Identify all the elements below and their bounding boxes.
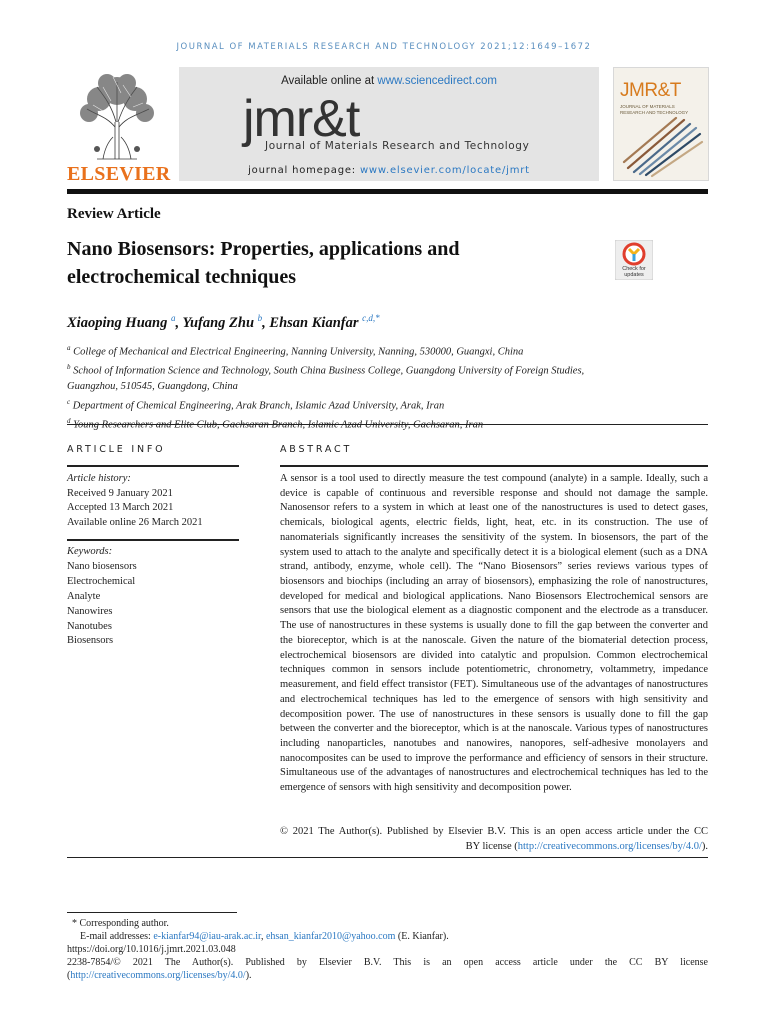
author-name[interactable]: Xiaoping Huang [67, 314, 168, 331]
abstract-end-rule [67, 857, 708, 858]
available-prefix: Available online at [281, 75, 378, 87]
author-separator: , [262, 314, 270, 331]
cover-title: JMR&T [620, 80, 681, 101]
homepage-link[interactable]: www.elsevier.com/locate/jmrt [359, 165, 530, 176]
journal-abbrev: jmr&t [243, 90, 360, 148]
email-separator: , [260, 931, 266, 942]
journal-cover[interactable] [613, 67, 709, 181]
copyright-line: © 2021 The Author(s). Published by Elsevier B.V. This is an open access article under the CC [280, 826, 708, 837]
masthead-rule [67, 189, 708, 194]
cover-subtitle: JOURNAL OF MATERIALS RESEARCH AND TECHNOLOGY [620, 104, 689, 115]
license-link[interactable]: http://creativecommons.org/licenses/by/4.0/ [70, 970, 246, 981]
homepage-prefix: journal homepage: [248, 165, 360, 176]
corresponding-author-note: * Corresponding author. [72, 918, 169, 929]
affiliation-item [67, 414, 597, 433]
author-name[interactable]: Yufang Zhu [182, 314, 255, 331]
author-affil-ref[interactable]: b [257, 313, 263, 323]
available-online [179, 75, 599, 87]
affiliation-text: Department of Chemical Engineering, Arak Branch, Islamic Azad University, Arak, Iran [72, 400, 445, 411]
affiliation-item [67, 395, 597, 414]
history-divider [67, 539, 239, 541]
license-text: 2238-7854/© 2021 The Author(s). Published by Elsevier B.V. This is an open access article under the CC BY license ( [67, 957, 708, 981]
author-affil-ref[interactable]: c,d,* [362, 313, 380, 323]
masthead [67, 67, 708, 188]
received-date: Received 9 January 2021 [67, 487, 173, 499]
affiliation-text: School of Information Science and Technology, South China Business College, Guangdong University of Foreign Studies, Guangzhou, 510545, Guangdong, China [67, 365, 585, 392]
keyword-item: Biosensors [67, 635, 114, 647]
section-divider [67, 424, 708, 425]
affiliation-marker: b [67, 363, 71, 371]
crossmark-label: Check for updates [622, 266, 646, 278]
affiliation-text: College of Mechanical and Electrical Engineering, Nanning University, Nanning, 530000, Guangxi, China [73, 346, 524, 358]
affiliation-item [67, 341, 597, 360]
license-prefix: BY license ( [465, 840, 518, 852]
accepted-date: Accepted 13 March 2021 [67, 502, 174, 514]
keyword-item: Electrochemical [67, 575, 136, 587]
check-for-updates-badge[interactable] [615, 240, 653, 280]
license-footnote [67, 956, 708, 982]
footnote-rule [67, 912, 237, 913]
elsevier-tree-icon [67, 67, 167, 162]
abstract-text: A sensor is a tool used to directly measure the test compound (analyte) in a sample. Ideally, such a device is capable of continuous and reversible response and should not damage the sample. Nanosensor refers to a system in which at least one of the nanostructures is used to detect gases, chemicals, biological agents, electric fields, light, heat, etc. in its construction. The use of nanomaterials significantly increases the sensitivity of the system. In biosensors, the part of the system used to attach to the analyte and specifically detect it is a biological element (such as a DNA strand, antibody, enzyme, whole cell). The “Nano Biosensors” series reviews various types of biosensors and biochips (including an array of biosensors), emphasizing the role of nanostructures, developed for medical and biological applications. Nano Biosensors Electrochemical sensors are sensors that use the biological element as a diagnostic component and the electrode as a transducer. The use of nanostructures in these systems is usually done to fill the gap between the converter and the bioreceptor, which is at the nanoscale. Given the nature of the biomaterial detection process, electrochemical biosensors are divided into catalytic and propulsion. Common electrochemical techniques common in sensors include potentiometric, chronometry, voltammetry, impedance measurement, and field effect transistor (FET). Simultaneous use of the advantages of nanostructures and electrochemical techniques has led to the emergence of sensors with high sensitivity and decomposition power. The use of nanostructures in these sensors is usually done to fill the gap between the converter and the bioreceptor, which is at the nanoscale. Various types of nanostructures including nanoparticles, nanotubes and nanowires, nanopores, self-adhesive monolayers and nanocomposites can be used to improve the performance and efficiency of sensors in their structure. Simultaneous use of the advantages of nanostructures and electrochemical techniques has led to the emergence of sensors with high sensitivity and decomposition power. [280, 473, 708, 794]
running-header: JOURNAL OF MATERIALS RESEARCH AND TECHNOLOGY 2021;12:1649–1672 [176, 42, 592, 52]
affiliation-marker: a [67, 344, 71, 352]
sciencedirect-link[interactable]: www.sciencedirect.com [377, 75, 497, 87]
keywords-label: Keywords: [67, 546, 113, 557]
article-history [67, 472, 239, 530]
elsevier-wordmark: ELSEVIER [67, 163, 171, 185]
keyword-item: Analyte [67, 590, 101, 602]
journal-name: Journal of Materials Research and Technology [265, 140, 530, 152]
author-name[interactable]: Ehsan Kianfar [269, 314, 359, 331]
email-suffix: (E. Kianfar). [395, 931, 449, 942]
cover-art-icon [614, 68, 708, 180]
license-suffix: ). [701, 840, 708, 852]
abstract-rule [280, 465, 708, 467]
author-affil-ref[interactable]: a [170, 313, 176, 323]
keyword-item: Nano biosensors [67, 560, 137, 572]
affiliation-marker: c [67, 397, 71, 406]
affiliations [67, 341, 597, 433]
copyright-license [280, 840, 708, 855]
license-link[interactable]: http://creativecommons.org/licenses/by/4.0/ [517, 840, 702, 852]
abstract-copyright [280, 825, 708, 854]
article-info-rule [67, 465, 239, 467]
keywords-block [67, 545, 239, 649]
email-link[interactable]: e-kianfar94@iau-arak.ac.ir [153, 931, 261, 942]
email-addresses [80, 930, 449, 943]
author-list [67, 313, 380, 332]
email-label: E-mail addresses: [80, 931, 154, 942]
article-title: Nano Biosensors: Properties, applications and electrochemical techniques [67, 238, 460, 288]
keyword-item: Nanowires [67, 605, 113, 617]
license-suffix: ). [245, 970, 252, 981]
history-label: Article history: [67, 473, 131, 484]
article-type: Review Article [67, 206, 161, 222]
email-link[interactable]: ehsan_kianfar2010@yahoo.com [265, 931, 396, 942]
article-info-heading: ARTICLE INFO [67, 444, 166, 455]
journal-homepage [179, 165, 599, 176]
online-date: Available online 26 March 2021 [67, 516, 203, 528]
elsevier-logo[interactable] [67, 67, 177, 187]
affiliation-item [67, 360, 597, 395]
affiliation-marker: d [67, 416, 71, 425]
keyword-item: Nanotubes [67, 620, 112, 632]
author-separator: , [175, 314, 183, 331]
doi-link[interactable]: https://doi.org/10.1016/j.jmrt.2021.03.048 [67, 944, 236, 955]
abstract-heading: ABSTRACT [280, 444, 353, 455]
